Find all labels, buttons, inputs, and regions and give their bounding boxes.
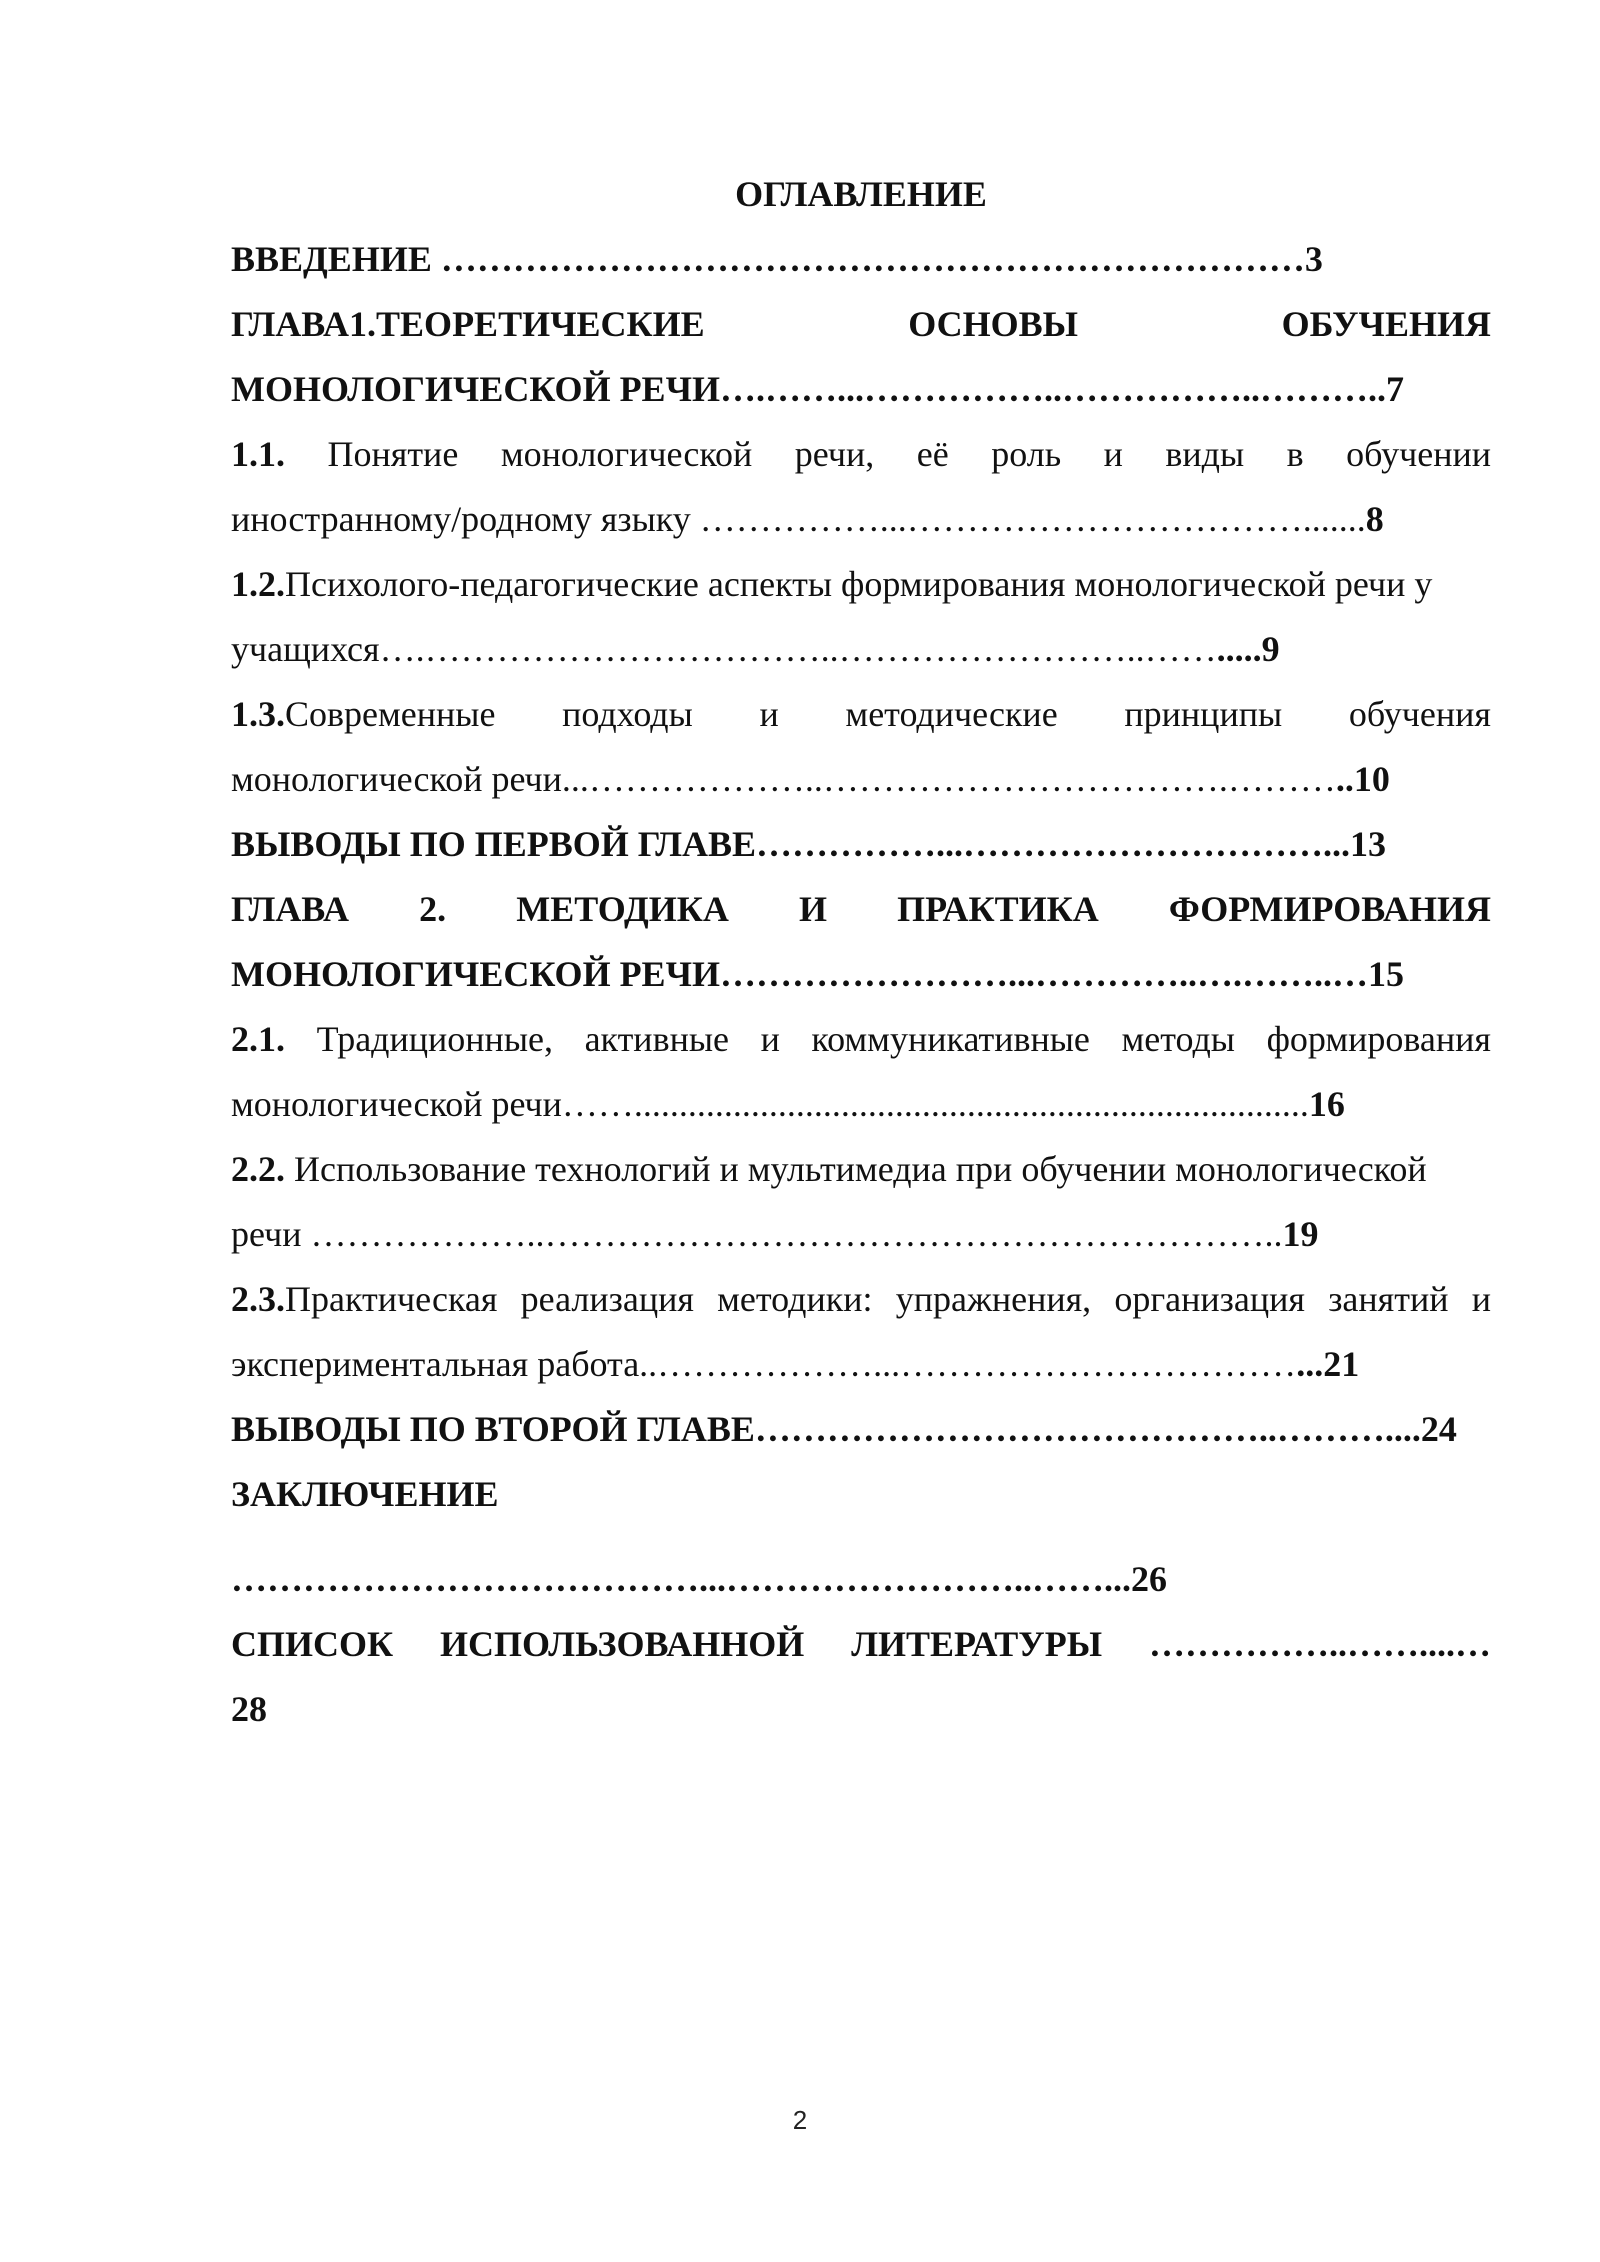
toc-entry-section-2-2: [231, 1137, 1491, 1202]
word: ИСПОЛЬЗОВАННОЙ: [440, 1624, 805, 1664]
toc-entry-introduction: ВВЕДЕНИЕ ………………………………………………………………3: [231, 239, 1323, 279]
word-text: Современные: [285, 694, 496, 734]
word: обучения: [1348, 694, 1491, 734]
table-of-contents: [231, 162, 1491, 1742]
toc-entry-section-1-3-continuation: [231, 747, 1491, 812]
word: Понятие: [327, 434, 459, 474]
toc-entry-bibliography: [231, 1612, 1491, 1677]
word: СПИСОК: [231, 1624, 394, 1664]
word: ПРАКТИКА: [897, 889, 1099, 929]
word: И: [798, 889, 827, 929]
word: формирования: [1266, 1019, 1491, 1059]
entry-text: монологической речи……...........................................................................: [231, 1084, 1309, 1124]
word: монологической: [500, 434, 753, 474]
entry-text: Использование технологий и мультимедиа при обучении монологической: [294, 1149, 1427, 1189]
toc-entry-chapter2-continuation: МОНОЛОГИЧЕСКОЙ РЕЧИ……………………...…………..….……..…15: [231, 954, 1404, 994]
word: речи,: [794, 434, 875, 474]
word: [231, 682, 495, 747]
word: упражнения,: [895, 1279, 1092, 1319]
section-number: 2.2.: [231, 1149, 285, 1189]
word: методические: [845, 694, 1058, 734]
word: занятий: [1328, 1279, 1449, 1319]
word: методики:: [717, 1279, 873, 1319]
word: методы: [1121, 1019, 1235, 1059]
word: ФОРМИРОВАНИЯ: [1168, 889, 1491, 929]
word: обучении: [1346, 434, 1491, 474]
toc-entry-section-2-2-continuation: [231, 1202, 1491, 1267]
section-number: 2.1.: [231, 1019, 285, 1059]
toc-entry-section-2-1: [231, 1007, 1491, 1072]
toc-entry-section-2-3: [231, 1267, 1491, 1332]
toc-entry-section-2-3-continuation: [231, 1332, 1491, 1397]
word: ГЛАВА: [231, 889, 350, 929]
word: ЛИТЕРАТУРЫ: [851, 1624, 1103, 1664]
toc-entry-chapter2-conclusions: ВЫВОДЫ ПО ВТОРОЙ ГЛАВЕ……………………………………..………....24: [231, 1409, 1457, 1449]
word: принципы: [1124, 694, 1283, 734]
word: подходы: [562, 694, 693, 734]
toc-entry-chapter1-conclusions: ВЫВОДЫ ПО ПЕРВОЙ ГЛАВЕ……………...…………………………...13: [231, 824, 1387, 864]
toc-entry-chapter1-heading: [231, 292, 1491, 357]
word: МЕТОДИКА: [516, 889, 729, 929]
toc-entry-conclusion: ЗАКЛЮЧЕНИЕ: [231, 1474, 499, 1514]
section-number: 1.2.: [231, 564, 285, 604]
page-ref: ..10: [1335, 759, 1390, 799]
word: [231, 1007, 285, 1072]
page-number: 2: [792, 2105, 808, 2135]
word: [231, 1267, 497, 1332]
word: 2.: [419, 889, 447, 929]
entry-text: учащихся….……………………………..……………………..……: [231, 629, 1217, 669]
toc-entry-chapter1-continuation: МОНОЛОГИЧЕСКОЙ РЕЧИ….……...……………..……………..………..7: [231, 369, 1404, 409]
word: [231, 422, 285, 487]
word-text: Практическая: [285, 1279, 498, 1319]
word: виды: [1165, 434, 1245, 474]
toc-title: ОГЛАВЛЕНИЕ: [735, 174, 987, 214]
word: её: [916, 434, 949, 474]
word: и: [760, 1019, 780, 1059]
word: и: [1471, 1279, 1491, 1319]
page-ref: .....9: [1216, 629, 1280, 669]
word: в: [1286, 434, 1304, 474]
word: активные: [584, 1019, 729, 1059]
word: роль: [991, 434, 1062, 474]
entry-text: монологической речи...………………..…………………………….………: [231, 759, 1336, 799]
toc-entry-section-2-1-continuation: [231, 1072, 1491, 1137]
toc-entry-section-1-1-continuation: [231, 487, 1491, 552]
word: ОСНОВЫ: [908, 304, 1079, 344]
section-number: 2.3.: [231, 1279, 285, 1319]
word: Традиционные,: [316, 1019, 553, 1059]
word: ГЛАВА1.ТЕОРЕТИЧЕСКИЕ: [231, 304, 705, 344]
toc-entry-chapter2-heading: [231, 877, 1491, 942]
toc-entry-section-1-1: [231, 422, 1491, 487]
toc-entry-section-1-2: [231, 552, 1491, 617]
word: организация: [1114, 1279, 1305, 1319]
toc-entry-section-1-2-continuation: [231, 617, 1491, 682]
page-ref: 19: [1282, 1214, 1319, 1254]
toc-entry-conclusion-page: …………………………………...……………………..……...26: [231, 1559, 1167, 1599]
word: реализация: [520, 1279, 694, 1319]
entry-text: иностранному/родному языку ……………...…………………………….......: [231, 499, 1366, 539]
word: ……………..……....…: [1148, 1624, 1491, 1664]
toc-entry-section-1-3: [231, 682, 1491, 747]
section-number: 1.1.: [231, 434, 285, 474]
word: и: [1103, 434, 1123, 474]
entry-text: речи ………………..……………………………………………………..: [231, 1214, 1283, 1254]
toc-entry-bibliography-page: 28: [231, 1689, 267, 1729]
word: и: [759, 694, 779, 734]
word: ОБУЧЕНИЯ: [1281, 304, 1491, 344]
word: коммуникативные: [811, 1019, 1090, 1059]
section-number: 1.3.: [231, 694, 285, 734]
page-ref: ...21: [1296, 1344, 1360, 1384]
entry-text: Психолого-педагогические аспекты формирования монологической речи у: [285, 564, 1433, 604]
page-ref: 8: [1365, 499, 1384, 539]
entry-text: экспериментальная работа..………………...……………………………: [231, 1344, 1297, 1384]
page-ref: 16: [1308, 1084, 1345, 1124]
